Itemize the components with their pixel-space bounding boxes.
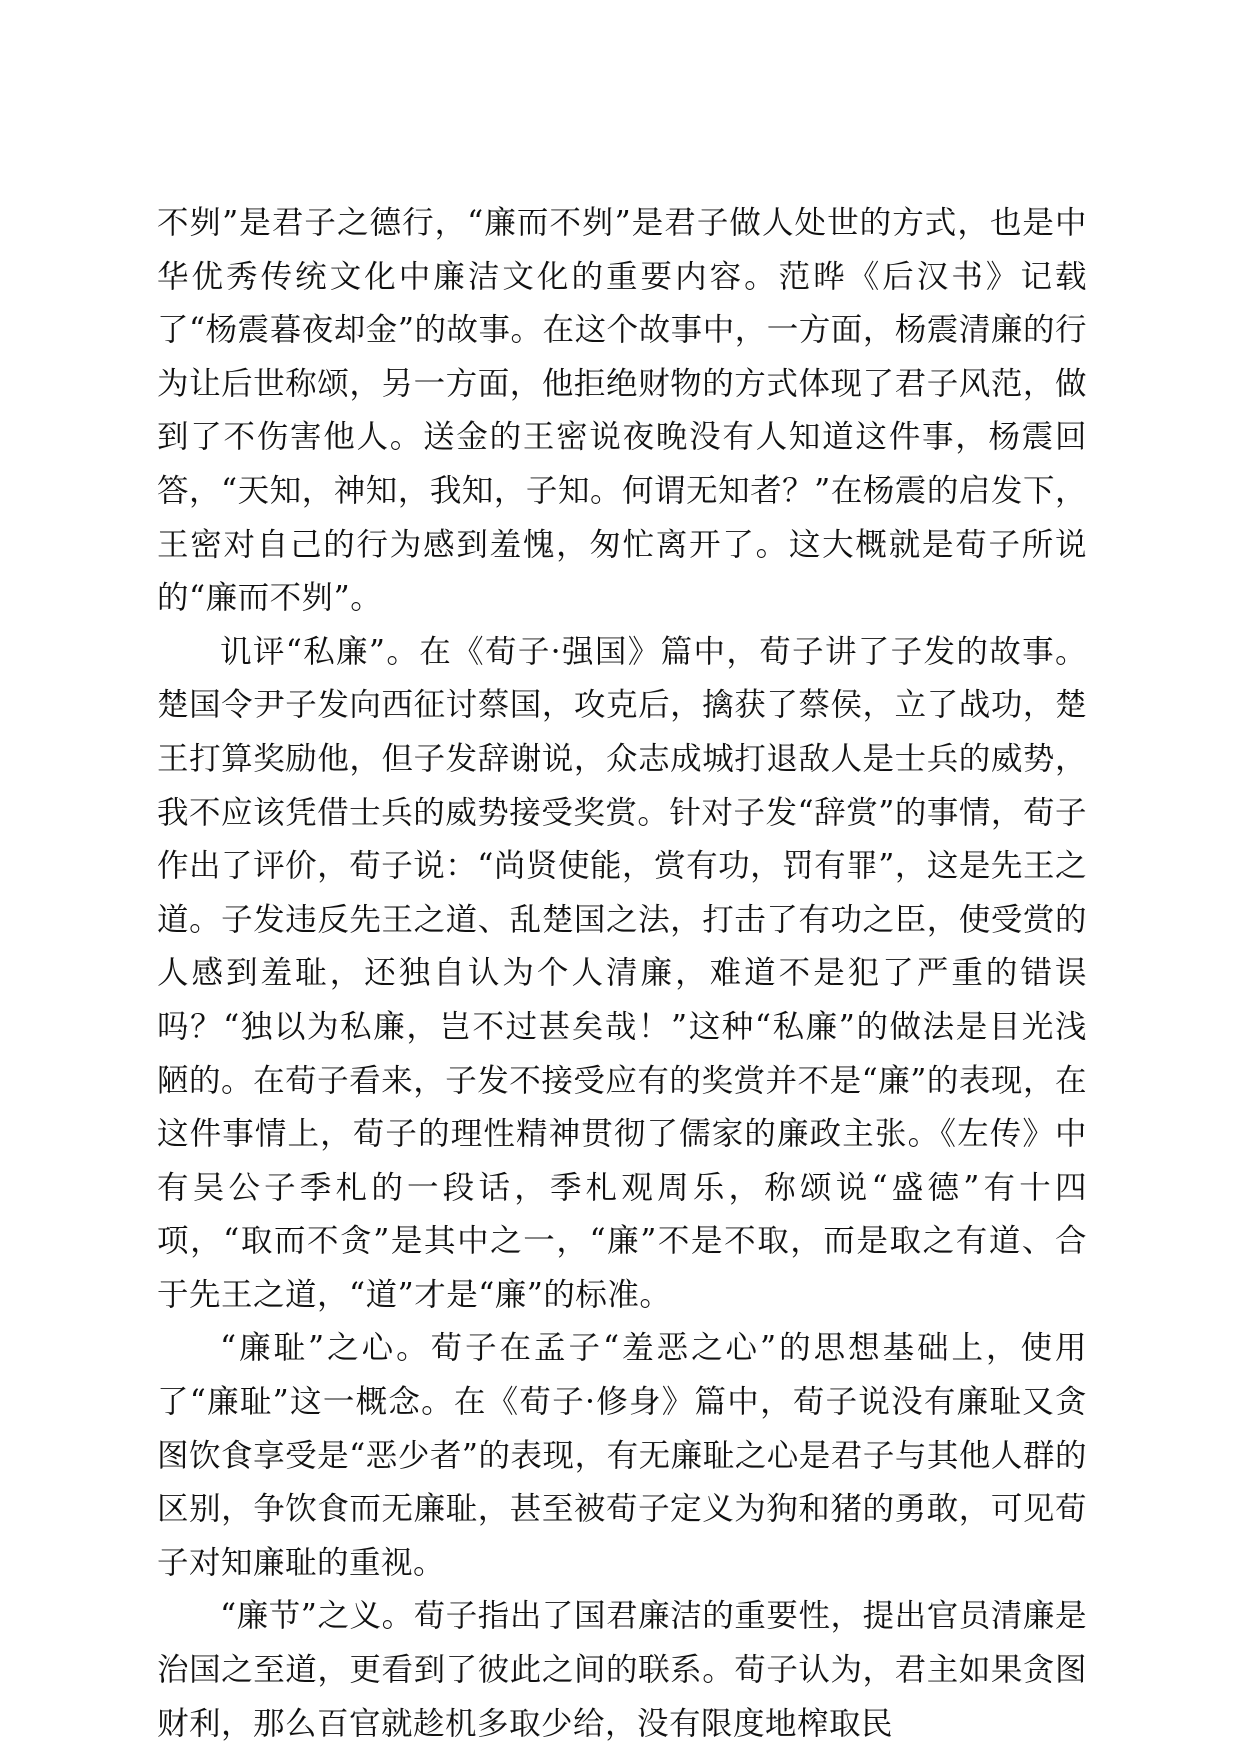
paragraph-lian-chi: “廉耻”之心。荀子在孟子“羞恶之心”的思想基础上，使用了“廉耻”这一概念。在《荀子·修身》篇中，荀子说没有廉耻又贪图饮食享受是“恶少者”的表现，有无廉耻之心是君子与其他人群的区别，争饮食而无廉耻，甚至被荀子定义为狗和猪的勇敢，可见荀子对知廉耻的重视。 [157, 1330, 1087, 1581]
body-text [157, 197, 1087, 1751]
paragraph-lian-er-bu-gui: 不刿”是君子之德行，“廉而不刿”是君子做人处世的方式，也是中华优秀传统文化中廉洁文化的重要内容。范晔《后汉书》记载了“杨震暮夜却金”的故事。在这个故事中，一方面，杨震清廉的行为让后世称颂，另一方面，他拒绝财物的方式体现了君子风范，做到了不伤害他人。送金的王密说夜晚没有人知道这件事，杨震回答，“天知，神知，我知，子知。何谓无知者？”在杨震的启发下，王密对自己的行为感到羞愧，匆忙离开了。这大概就是荀子所说的“廉而不刿”。 [157, 205, 1087, 617]
paragraph-lian-jie: “廉节”之义。荀子指出了国君廉洁的重要性，提出官员清廉是治国之至道，更看到了彼此之间的联系。荀子认为，君主如果贪图财利，那么百官就趁机多取少给，没有限度地榨取民 [157, 1598, 1087, 1742]
paragraph-si-lian: 讥评“私廉”。在《荀子·强国》篇中，荀子讲了子发的故事。楚国令尹子发向西征讨蔡国，攻克后，擒获了蔡侯，立了战功，楚王打算奖励他，但子发辞谢说，众志成城打退敌人是士兵的威势，我不应该凭借士兵的威势接受奖赏。针对子发“辞赏”的事情，荀子作出了评价，荀子说：“尚贤使能，赏有功，罚有罪”，这是先王之道。子发违反先王之道、乱楚国之法，打击了有功之臣，使受赏的人感到羞耻，还独自认为个人清廉，难道不是犯了严重的错误吗？“独以为私廉，岂不过甚矣哉！”这种“私廉”的做法是目光浅陋的。在荀子看来，子发不接受应有的奖赏并不是“廉”的表现，在这件事情上，荀子的理性精神贯彻了儒家的廉政主张。《左传》中有吴公子季札的一段话，季札观周乐，称颂说“盛德”有十四项，“取而不贪”是其中之一，“廉”不是不取，而是取之有道、合于先王之道，“道”才是“廉”的标准。 [157, 633, 1087, 1313]
